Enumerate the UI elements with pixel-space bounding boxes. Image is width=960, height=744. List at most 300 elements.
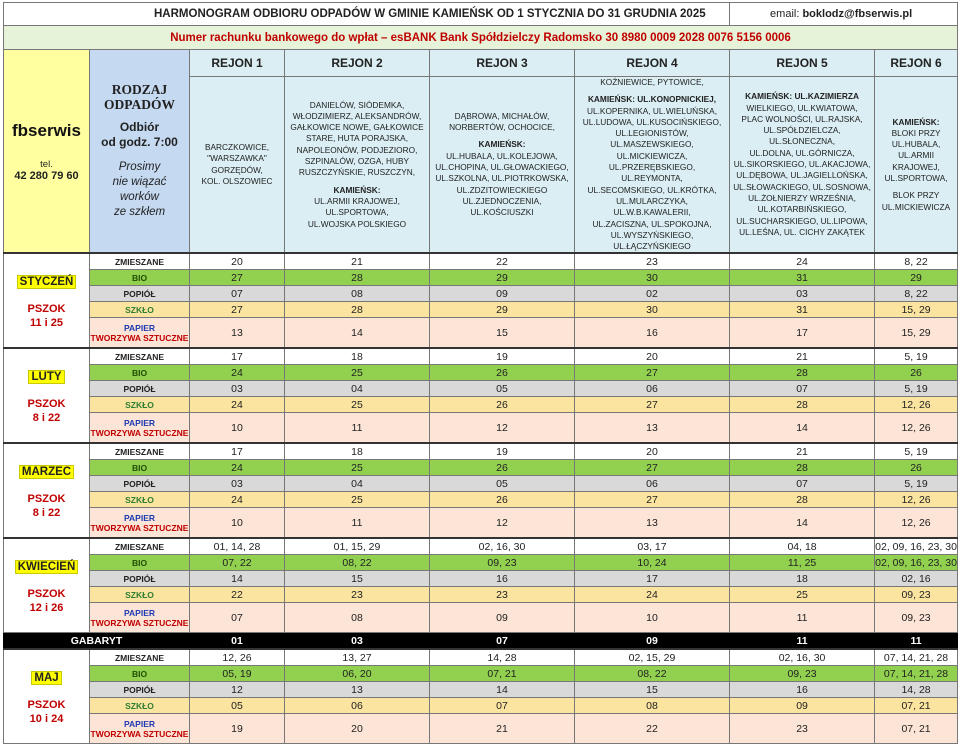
region-desc-1: [190, 77, 285, 254]
waste-type-label: [90, 603, 190, 633]
company-tel[interactable]: 42 280 79 60: [14, 169, 79, 182]
region-line: UL.CHOPINA, UL.GŁOWACKIEGO,: [435, 162, 569, 173]
company-name: fbserwis: [12, 120, 81, 140]
pickup-date: 12: [430, 413, 575, 444]
paper-label: PAPIER: [123, 607, 156, 618]
region-desc-2: [285, 77, 430, 254]
region-line: UL.WOJSKA POLSKIEGO: [307, 218, 407, 229]
pickup-date: 14, 28: [430, 649, 575, 666]
region-line: GORZĘDÓW,: [211, 164, 263, 175]
schedule-row: [4, 413, 958, 444]
pickup-date: 15: [285, 571, 430, 587]
waste-type-label: BIO: [90, 555, 190, 571]
waste-type-label: SZKŁO: [90, 587, 190, 603]
pickup-date: 12: [190, 682, 285, 698]
pickup-date: 03: [190, 476, 285, 492]
pickup-date: 27: [575, 460, 730, 476]
gabaryt-date: 03: [285, 633, 430, 650]
pickup-date: 24: [190, 460, 285, 476]
note-line-1: Prosimy: [118, 161, 161, 174]
month-cell: [4, 443, 90, 538]
region-line: UL.HUBALA, UL.KOLEJOWA,: [446, 150, 558, 161]
schedule-sheet: [3, 2, 957, 744]
pickup-date: 09: [730, 698, 875, 714]
month-cell: [4, 538, 90, 633]
pickup-date: 07, 21: [875, 714, 958, 744]
paper-label: PAPIER: [123, 718, 156, 729]
gabaryt-date: 09: [575, 633, 730, 650]
region-line: WŁODZIMIERZ, ALEKSANDRÓW,: [292, 110, 422, 121]
pickup-date: 10: [190, 413, 285, 444]
waste-type-label: [90, 318, 190, 349]
region-line: WIELKIEGO, UL.KWIATOWA,: [746, 102, 858, 113]
pickup-date: 25: [285, 460, 430, 476]
pickup-date: 24: [190, 365, 285, 381]
schedule-row: [4, 666, 958, 682]
pickup-date: 28: [730, 460, 875, 476]
pickup-date: 02: [575, 286, 730, 302]
region-line: KOŹNIEWICE, PYTOWICE,: [600, 77, 704, 87]
region-line: UL.KOPERNIKA, UL.WIELUŃSKA,: [587, 105, 718, 116]
region-desc-3: [430, 77, 575, 254]
region-line: UL.HUBALA,: [891, 139, 941, 150]
pickup-date: 21: [730, 348, 875, 365]
pickup-date: 07: [190, 286, 285, 302]
pickup-date: 13: [575, 413, 730, 444]
schedule-row: [4, 698, 958, 714]
region-line: DĄBROWA, MICHAŁÓW,: [454, 110, 550, 121]
pickup-date: 11: [285, 508, 430, 539]
region-desc-4: [575, 77, 730, 254]
pickup-date: 29: [430, 270, 575, 286]
gabaryt-date: 01: [190, 633, 285, 650]
paper-label: PAPIER: [123, 417, 156, 428]
schedule-row: [4, 443, 958, 460]
pickup-date: 05: [190, 698, 285, 714]
region-line: KAMIEŃSK: UL.KONOPNICKIEJ,: [587, 94, 717, 105]
pickup-date: 14, 28: [875, 682, 958, 698]
pickup-label: Odbiór: [119, 120, 160, 135]
waste-type-label: POPIÓŁ: [90, 571, 190, 587]
pickup-date: 27: [575, 492, 730, 508]
waste-type-label: POPIÓŁ: [90, 476, 190, 492]
region-line: GAŁKOWICE NOWE, GAŁKOWICE: [290, 122, 424, 133]
pickup-date: 12, 26: [875, 492, 958, 508]
pickup-date: 13, 27: [285, 649, 430, 666]
region-line: UL.SZKOLNA, UL.PIOTRKOWSKA,: [435, 173, 569, 184]
pickup-date: 29: [430, 302, 575, 318]
pickup-date: 21: [285, 253, 430, 270]
pickup-date: 08, 22: [285, 555, 430, 571]
pickup-date: 23: [430, 587, 575, 603]
pickup-date: 12: [430, 508, 575, 539]
region-line: "WARSZAWKA": [207, 153, 267, 164]
pickup-date: 5, 19: [875, 476, 958, 492]
plastic-label: TWORZYWA SZTUCZNE: [90, 617, 189, 628]
pszok-dates: 12 i 26: [29, 601, 64, 614]
waste-type-header: [90, 50, 190, 254]
pszok-label: PSZOK: [27, 302, 66, 315]
waste-type-label: [90, 508, 190, 539]
waste-type-label: ZMIESZANE: [90, 649, 190, 666]
region-line: BLOK PRZY: [892, 190, 940, 201]
region-line: KOL. OLSZOWIEC: [201, 176, 273, 187]
pickup-date: 03, 17: [575, 538, 730, 555]
region-line: RUSZCZYŃSKIE, RUSZCZYN,: [298, 167, 416, 178]
pszok-label: PSZOK: [27, 492, 66, 505]
region-header-3: REJON 3: [430, 50, 575, 77]
pickup-date: 17: [190, 443, 285, 460]
region-line: UL.MICKIEWICZA: [881, 201, 951, 212]
pickup-date: 5, 19: [875, 443, 958, 460]
pickup-date: 5, 19: [875, 381, 958, 397]
pickup-date: 29: [875, 270, 958, 286]
region-line: UL.ŻOŁNIERZY WRZEŚNIA,: [748, 192, 856, 203]
pickup-date: 16: [430, 571, 575, 587]
plastic-label: TWORZYWA SZTUCZNE: [90, 332, 189, 343]
pickup-date: 06: [575, 381, 730, 397]
month-name: LUTY: [28, 370, 64, 384]
pickup-date: 26: [430, 397, 575, 413]
region-line: STARE, HUTA PORAJSKA,: [305, 133, 409, 144]
pickup-date: 16: [575, 318, 730, 349]
waste-type-label: POPIÓŁ: [90, 286, 190, 302]
pickup-date: 22: [430, 253, 575, 270]
pickup-date: 08: [285, 286, 430, 302]
pickup-date: 09, 23: [875, 587, 958, 603]
pickup-date: 25: [285, 365, 430, 381]
pickup-date: 06: [575, 476, 730, 492]
schedule-row: [4, 555, 958, 571]
pickup-date: 31: [730, 270, 875, 286]
schedule-row: [4, 714, 958, 744]
region-line: UL.ARMII KRAJOWEJ,: [314, 195, 400, 206]
waste-type-label: BIO: [90, 270, 190, 286]
pickup-date: 12, 26: [875, 508, 958, 539]
pickup-date: 14: [730, 508, 875, 539]
month-name: KWIECIEŃ: [15, 560, 79, 574]
pickup-date: 15, 29: [875, 318, 958, 349]
pszok-dates: 11 i 25: [29, 316, 64, 329]
waste-type-label: SZKŁO: [90, 302, 190, 318]
pickup-date: 21: [730, 443, 875, 460]
month-cell: [4, 253, 90, 348]
region-line: UL.WYSZYŃSKIEGO, UL.ŁĄCZYŃSKIEGO: [610, 229, 694, 252]
pickup-date: 14: [190, 571, 285, 587]
pickup-date: 27: [575, 397, 730, 413]
month-cell: [4, 649, 90, 744]
schedule-row: [4, 302, 958, 318]
schedule-row: [4, 318, 958, 349]
pickup-date: 07: [190, 603, 285, 633]
pickup-date: 03: [190, 381, 285, 397]
region-line: KRAJOWEJ,: [892, 161, 940, 172]
region-desc-5: [730, 77, 875, 254]
region-line: UL.SPORTOWA,: [884, 173, 948, 184]
paper-label: PAPIER: [123, 512, 156, 523]
pickup-date: 28: [730, 492, 875, 508]
waste-type-label: POPIÓŁ: [90, 381, 190, 397]
region-header-2: REJON 2: [285, 50, 430, 77]
plastic-label: TWORZYWA SZTUCZNE: [90, 522, 189, 533]
pickup-date: 22: [575, 714, 730, 744]
gabaryt-label: GABARYT: [4, 633, 190, 650]
pickup-date: 10, 24: [575, 555, 730, 571]
region-line: UL.LEGIONISTÓW, UL.MASZEWSKIEGO,: [610, 128, 694, 150]
region-line: KAMIEŃSK:: [333, 184, 381, 195]
pickup-date: 19: [430, 443, 575, 460]
pickup-date: 02, 15, 29: [575, 649, 730, 666]
pszok-dates: 10 i 24: [29, 712, 64, 725]
month-name: MARZEC: [19, 465, 74, 479]
schedule-row: [4, 460, 958, 476]
email-cell: [730, 3, 958, 26]
pickup-date: 10: [575, 603, 730, 633]
schedule-row: [4, 476, 958, 492]
pickup-date: 24: [730, 253, 875, 270]
region-header-6: REJON 6: [875, 50, 958, 77]
pickup-date: 19: [430, 348, 575, 365]
pickup-date: 07, 21: [875, 698, 958, 714]
pickup-date: 24: [190, 492, 285, 508]
schedule-row: [4, 365, 958, 381]
region-header-1: REJON 1: [190, 50, 285, 77]
pickup-date: 09: [430, 603, 575, 633]
pickup-date: 12, 26: [875, 413, 958, 444]
pickup-date: 30: [575, 270, 730, 286]
region-line: UL.SPÓŁDZIELCZA, UL.SŁONECZNA,: [763, 125, 841, 147]
pickup-date: 05, 19: [190, 666, 285, 682]
pickup-date: 25: [285, 492, 430, 508]
page-title: HARMONOGRAM ODBIORU ODPADÓW W GMINIE KAMIEŃSK OD 1 STYCZNIA DO 31 GRUDNIA 2025: [4, 3, 730, 26]
pickup-date: 16: [730, 682, 875, 698]
pickup-date: 06, 20: [285, 666, 430, 682]
pickup-date: 26: [875, 460, 958, 476]
pickup-date: 02, 09, 16, 23, 30: [875, 538, 958, 555]
region-line: UL.KOTARBIŃSKIEGO,: [757, 204, 847, 215]
pickup-date: 04, 18: [730, 538, 875, 555]
note-line-2: nie wiązać: [112, 176, 167, 189]
waste-type-label: SZKŁO: [90, 698, 190, 714]
schedule-row: [4, 571, 958, 587]
pickup-date: 04: [285, 476, 430, 492]
pickup-date: 07, 14, 21, 28: [875, 666, 958, 682]
pickup-date: 08: [285, 603, 430, 633]
pickup-date: 26: [430, 365, 575, 381]
month-cell: [4, 348, 90, 443]
month-name: MAJ: [31, 671, 61, 685]
region-line: UL.ZJEDNOCZENIA, UL.KOŚCIUSZKI: [462, 195, 542, 218]
company-cell: [4, 50, 90, 254]
pickup-date: 14: [730, 413, 875, 444]
pickup-date: 09, 23: [430, 555, 575, 571]
pickup-date: 13: [575, 508, 730, 539]
pszok-label: PSZOK: [27, 397, 66, 410]
pickup-date: 02, 16, 30: [730, 649, 875, 666]
email-link[interactable]: boklodz@fbserwis.pl: [802, 8, 913, 20]
pickup-date: 07, 22: [190, 555, 285, 571]
pickup-date: 18: [285, 443, 430, 460]
region-line: BARCZKOWICE,: [204, 142, 270, 153]
region-line: KAMIEŃSK:: [892, 116, 940, 127]
pickup-date: 28: [285, 302, 430, 318]
waste-type-label: ZMIESZANE: [90, 443, 190, 460]
schedule-row: [4, 348, 958, 365]
pickup-date: 30: [575, 302, 730, 318]
region-line: UL.LUDOWA, UL.KUSOCIŃSKIEGO,: [582, 116, 722, 127]
pickup-date: 07, 14, 21, 28: [875, 649, 958, 666]
pickup-date: 10: [190, 508, 285, 539]
region-desc-6: [875, 77, 958, 254]
region-line: KAMIEŃSK: UL.KAZIMIERZA: [745, 91, 859, 102]
pickup-date: 02, 16: [875, 571, 958, 587]
region-line: UL.SPORTOWA,: [325, 207, 389, 218]
waste-type-label: [90, 714, 190, 744]
pickup-date: 15: [575, 682, 730, 698]
pickup-date: 20: [575, 443, 730, 460]
pickup-date: 23: [575, 253, 730, 270]
pickup-date: 28: [730, 397, 875, 413]
pickup-date: 02, 16, 30: [430, 538, 575, 555]
pickup-date: 08, 22: [575, 666, 730, 682]
paper-label: PAPIER: [123, 322, 156, 333]
pickup-date: 05: [430, 381, 575, 397]
waste-type-label: POPIÓŁ: [90, 682, 190, 698]
waste-type-label: ZMIESZANE: [90, 538, 190, 555]
pickup-date: 07, 21: [430, 666, 575, 682]
pickup-date: 13: [190, 318, 285, 349]
schedule-row: [4, 538, 958, 555]
pickup-date: 28: [730, 365, 875, 381]
pszok-dates: 8 i 22: [32, 506, 61, 519]
region-line: UL.SECOMSKIEGO, UL.KRÓTKA,: [587, 184, 717, 195]
region-header-4: REJON 4: [575, 50, 730, 77]
schedule-table: [3, 2, 958, 744]
region-line: UL.DOLNA, UL.GÓRNICZA,: [749, 147, 855, 158]
waste-type-label: BIO: [90, 666, 190, 682]
pickup-date: 26: [430, 492, 575, 508]
pickup-date: 24: [190, 397, 285, 413]
waste-type-label: ZMIESZANE: [90, 253, 190, 270]
pickup-date: 01, 15, 29: [285, 538, 430, 555]
region-line: DANIELÓW, SIÓDEMKA,: [309, 99, 405, 110]
pickup-date: 17: [190, 348, 285, 365]
pickup-date: 24: [575, 587, 730, 603]
pickup-date: 15: [430, 318, 575, 349]
pickup-date: 26: [430, 460, 575, 476]
pickup-date: 12, 26: [875, 397, 958, 413]
schedule-row: [4, 253, 958, 270]
region-line: UL.MULARCZYKA, UL.W.B.KAWALERII,: [613, 195, 691, 218]
region-line: UL.LEŚNA, UL. CICHY ZAKĄTEK: [739, 226, 865, 237]
pickup-date: 23: [285, 587, 430, 603]
plastic-label: TWORZYWA SZTUCZNE: [90, 728, 189, 739]
pickup-date: 15, 29: [875, 302, 958, 318]
waste-type-label: [90, 413, 190, 444]
waste-type-label: BIO: [90, 365, 190, 381]
schedule-row: [4, 286, 958, 302]
region-line: KAMIEŃSK:: [478, 139, 526, 150]
note-line-4: ze szkłem: [113, 206, 166, 219]
pickup-date: 09, 23: [730, 666, 875, 682]
pickup-date: 09: [430, 286, 575, 302]
pickup-date: 5, 19: [875, 348, 958, 365]
pickup-date: 20: [285, 714, 430, 744]
pickup-date: 07: [430, 698, 575, 714]
waste-type-title-2: ODPADÓW: [104, 97, 175, 113]
schedule-row: [4, 397, 958, 413]
schedule-row: [4, 492, 958, 508]
schedule-row: [4, 508, 958, 539]
pickup-date: 19: [190, 714, 285, 744]
region-line: BLOKI PRZY: [891, 127, 941, 138]
pickup-date: 06: [285, 698, 430, 714]
region-line: UL.SIKORSKIEGO, UL.AKACJOWA,: [733, 159, 871, 170]
region-line: UL.MICKIEWICZA,: [616, 150, 688, 161]
pickup-date: 02, 09, 16, 23, 30: [875, 556, 957, 569]
pickup-date: 03: [730, 286, 875, 302]
pickup-date: 14: [430, 682, 575, 698]
waste-type-title-1: RODZAJ: [111, 82, 168, 98]
pickup-date: 27: [575, 365, 730, 381]
region-line: UL.PRZERĘBSKIEGO, UL.REYMONTA,: [608, 162, 696, 184]
pickup-date: 07: [730, 381, 875, 397]
pickup-date: 20: [190, 253, 285, 270]
pickup-date: 14: [285, 318, 430, 349]
region-line: UL.ZDZITOWIECKIEGO: [456, 184, 548, 195]
region-line: SZPINALÓW, OZGA, HUBY: [304, 156, 410, 167]
pickup-date: 09, 23: [875, 603, 958, 633]
schedule-row: [4, 603, 958, 633]
pickup-date: 17: [730, 318, 875, 349]
bank-account: Numer rachunku bankowego do wpłat – esBANK Bank Spółdzielczy Radomsko 30 8980 0009 2028 0076 5156 0006: [4, 26, 958, 50]
pickup-date: 20: [575, 348, 730, 365]
pickup-date: 13: [285, 682, 430, 698]
pickup-date: 25: [285, 397, 430, 413]
pickup-date: 11, 25: [730, 555, 875, 571]
month-name: STYCZEŃ: [17, 275, 77, 289]
region-header-5: REJON 5: [730, 50, 875, 77]
pickup-date: 8, 22: [875, 253, 958, 270]
pickup-date: 27: [190, 302, 285, 318]
pickup-date: 01, 14, 28: [190, 538, 285, 555]
pickup-date: 25: [730, 587, 875, 603]
pickup-date: 11: [285, 413, 430, 444]
region-line: PLAC WOLNOŚCI, UL.RAJSKA,: [741, 113, 863, 124]
gabaryt-date: 11: [875, 633, 958, 650]
pickup-date: 8, 22: [875, 286, 958, 302]
pickup-date: 17: [575, 571, 730, 587]
schedule-row: [4, 270, 958, 286]
company-tel-label: tel.: [40, 158, 53, 170]
pickup-date: 08: [575, 698, 730, 714]
pickup-date: 21: [430, 714, 575, 744]
plastic-label: TWORZYWA SZTUCZNE: [90, 427, 189, 438]
waste-type-label: ZMIESZANE: [90, 348, 190, 365]
region-line: UL.ARMII: [898, 150, 935, 161]
waste-type-label: BIO: [90, 460, 190, 476]
email-label: email:: [770, 8, 803, 20]
schedule-row: [4, 649, 958, 666]
region-line: NAPOLEONÓW, PODJEZIORO,: [296, 144, 418, 155]
pickup-time: od godz. 7:00: [101, 135, 178, 150]
region-line: NORBERTÓW, OCHOCICE,: [449, 122, 555, 133]
pszok-label: PSZOK: [27, 587, 66, 600]
pickup-date: 28: [285, 270, 430, 286]
pickup-date: 11: [730, 603, 875, 633]
pickup-date: 23: [730, 714, 875, 744]
pickup-date: 18: [285, 348, 430, 365]
